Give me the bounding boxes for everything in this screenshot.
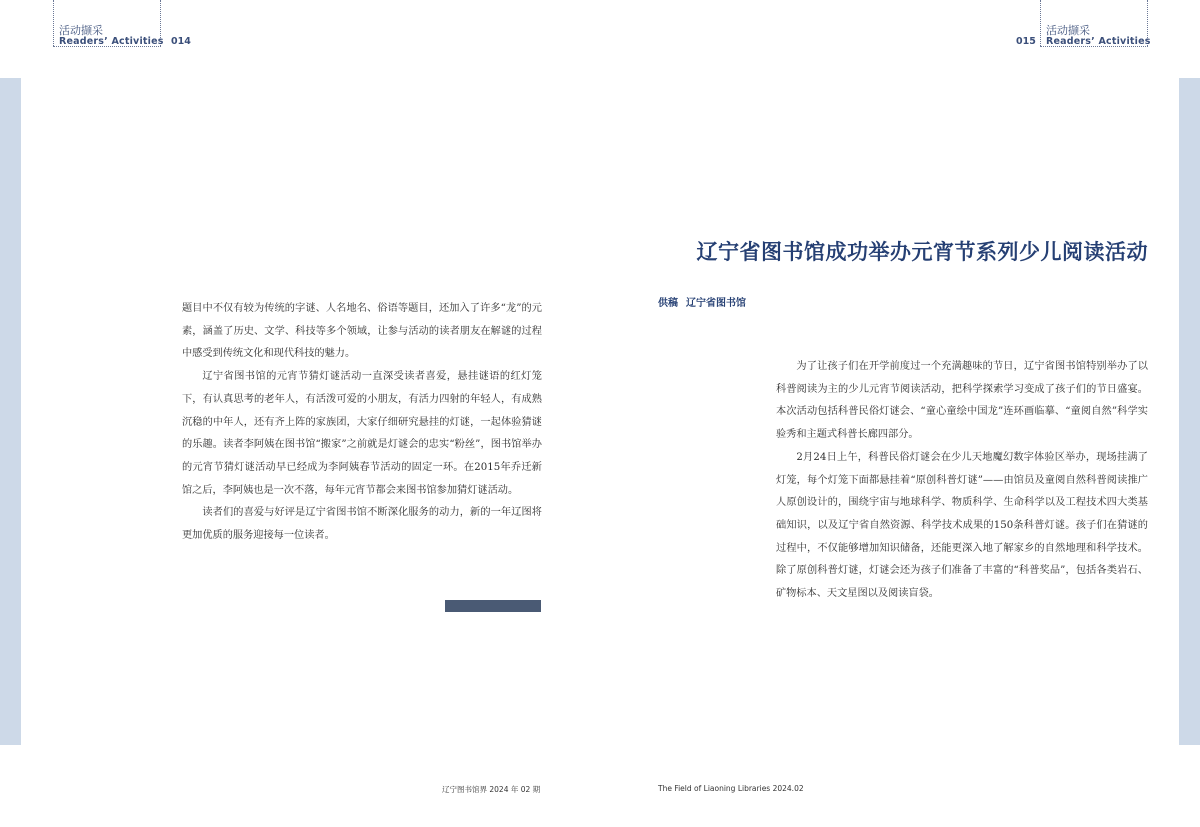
byline-source: 辽宁省图书馆 — [686, 298, 746, 309]
header-section: Readers’ Activities — [1046, 36, 1151, 47]
byline-label: 供稿 — [658, 298, 678, 309]
paragraph: 2月24日上午，科普民俗灯谜会在少儿天地魔幻数字体验区举办，现场挂满了灯笼，每个灯笼下面都悬挂着“原创科普灯谜”——由馆员及童阅自然科普阅读推广人原创设计的，围绕宇宙与地球科学、物质科学、生命科学以及工程技术四大类基础知识，以及辽宁省自然资源、科学技术成果的150条科普灯谜。孩子们在猜谜的过程中，不仅能够增加知识储备，还能更深入地了解家乡的自然地理和科学技术。除了原创科普灯谜，灯谜会还为孩子们准备了丰富的“科普奖品”，包括各类岩石、矿物标本、天文星图以及阅读盲袋。 — [776, 451, 1148, 600]
header-divider — [53, 0, 54, 46]
header-section: Readers’ Activities — [59, 36, 164, 47]
paragraph: 读者们的喜爱与好评是辽宁省图书馆不断深化服务的动力，新的一年辽图将更加优质的服务迎接每一位读者。 — [182, 507, 542, 542]
paragraph: 为了让孩子们在开学前度过一个充满趣味的节日，辽宁省图书馆特别举办了以科普阅读为主的少儿元宵节阅读活动，把科学探索学习变成了孩子们的节日盛宴。本次活动包括科普民俗灯谜会、“童心童绘中国龙”连环画临摹、“童阅自然”科学实验秀和主题式科普长廊四部分。 — [776, 361, 1148, 441]
left-column — [182, 298, 542, 548]
header-category: 活动撷采 — [1046, 24, 1090, 37]
paragraph: 辽宁省图书馆的元宵节猜灯谜活动一直深受读者喜爱，悬挂谜语的红灯笼下，有认真思考的老年人，有活泼可爱的小朋友，有活力四射的年轻人，有成熟沉稳的中年人，还有齐上阵的家族团，大家仔细研究悬挂的灯谜，一起体验猜谜的乐趣。读者李阿姨在图书馆“搬家”之前就是灯谜会的忠实“粉丝”，图书馆举办的元宵节猜灯谜活动早已经成为李阿姨春节活动的固定一环。在2015年乔迁新馆之后，李阿姨也是一次不落，每年元宵节都会来图书馆参加猜灯谜活动。 — [182, 371, 542, 496]
side-band-right — [1179, 78, 1200, 745]
right-column — [776, 356, 1148, 606]
footer-left: 辽宁图书馆界 2024 年 02 期 — [442, 785, 541, 794]
page-number-right: 015 — [1016, 36, 1036, 47]
footer-right: The Field of Liaoning Libraries 2024.02 — [658, 784, 804, 793]
article-title: 辽宁省图书馆成功举办元宵节系列少儿阅读活动 — [696, 239, 1148, 264]
header-divider — [1040, 0, 1041, 46]
page-number-left: 014 — [171, 36, 191, 47]
header-category: 活动撷采 — [59, 24, 103, 37]
paragraph: 题目中不仅有较为传统的字谜、人名地名、俗语等题目，还加入了许多“龙”的元素，涵盖了历史、文学、科技等多个领域，让参与活动的读者朋友在解谜的过程中感受到传统文化和现代科技的魅力。 — [182, 303, 542, 360]
byline — [658, 294, 746, 309]
side-band-left — [0, 78, 21, 745]
article-end-bar — [445, 600, 541, 612]
